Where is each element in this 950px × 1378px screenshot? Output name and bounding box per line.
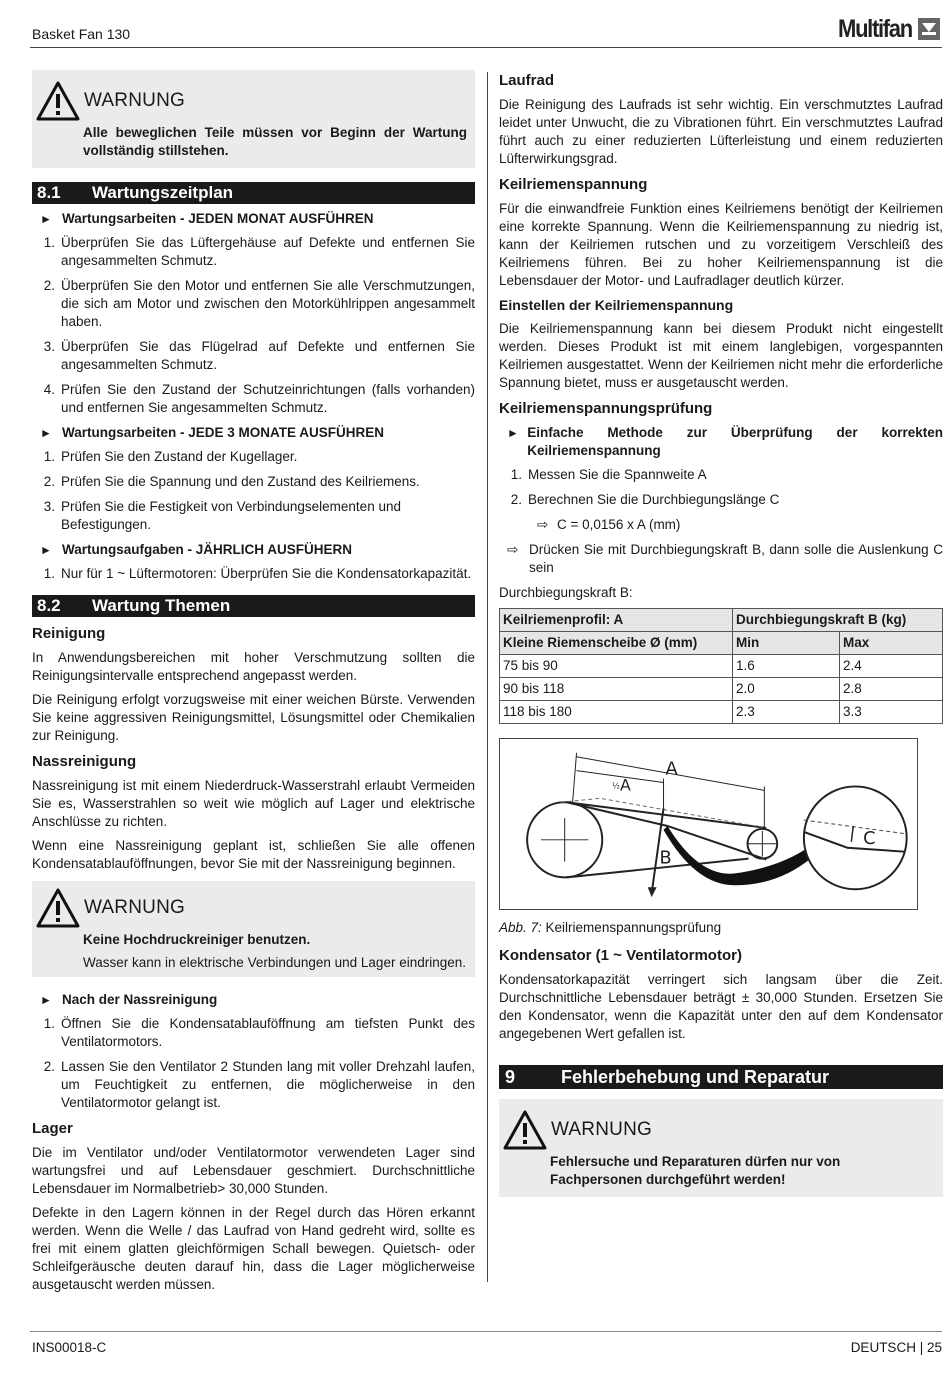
page-number: 25 (926, 1340, 942, 1355)
warning-box (499, 1099, 943, 1197)
table-header-cell: Durchbiegungskraft B (kg) (733, 609, 943, 632)
list-item: 2. Prüfen Sie die Spannung und den Zustand des Keilriemens. (43, 474, 420, 489)
warning-title: WARNUNG (84, 897, 185, 918)
paragraph: Die im Ventilator und/oder Ventilatormotor verwendeten Lager sind wartungsfrei und auf Lebensdauer geschmiert. Durchschnittliche Lebensdauer im Normalbetrieb> 30,000 Stunden. (32, 1145, 475, 1196)
warning-text: Wasser kann in elektrische Verbindungen und Lager eindringen. (83, 955, 466, 970)
step-list (499, 466, 943, 509)
brand-logo (828, 15, 940, 43)
arrow-right-icon: ► (40, 212, 52, 226)
table-label: Durchbiegungskraft B: (499, 585, 633, 600)
warning-title: WARNUNG (84, 90, 185, 111)
belt-tension-diagram (499, 738, 918, 910)
list-item: 3. Überprüfen Sie das Flügelrad auf Defekte und entfernen Sie angesammelten Schmutz. (43, 339, 475, 372)
table-header-cell: Keilriemenprofil: A (500, 609, 733, 632)
formula: ⇨ C = 0,0156 x A (mm) (537, 517, 681, 532)
hollow-arrow-icon: ⇨ (537, 517, 549, 532)
list-item: 3. Prüfen Sie die Festigkeit von Verbindungselementen und Befestigungen. (43, 499, 401, 532)
schedule-group-heading: ► Wartungsarbeiten - JEDEN MONAT AUSFÜHREN (40, 211, 374, 226)
table-row: 118 bis 180 2.3 3.3 (500, 701, 943, 724)
table-row: 90 bis 118 2.0 2.8 (500, 678, 943, 701)
belt-tension-table (499, 608, 943, 724)
warning-triangle-icon (32, 78, 84, 124)
paragraph: Wenn eine Nassreinigung geplant ist, schließen Sie alle offenen Kondensatablauföffnungen, bevor Sie mit der Nassreinigung beginnen. (32, 838, 475, 871)
paragraph: Die Keilriemenspannung kann bei diesem Produkt nicht eingestellt werden. Dieses Produkt ist mit einem langlebigen, vorgespannten Keilriemen ausgestattet. Wenn der Keilriemen nicht mehr die erforderliche Spannung bietet, muss er ausgetauscht werden. (499, 321, 943, 390)
list-item: 1. Öffnen Sie die Kondensatablauföffnung am tiefsten Punkt des Ventilatormotors. (43, 1016, 475, 1049)
document-title: Basket Fan 130 (32, 26, 131, 42)
warning-triangle-icon (32, 885, 84, 931)
list-item: 2. Überprüfen Sie den Motor und entfernen Sie alle Verschmutzungen, die sich am Motor und zwischen den Motorkühlrippen angesammelt haben. (43, 278, 475, 329)
belt-line (567, 802, 767, 828)
list-item: 2. Berechnen Sie die Durchbiegungslänge C (510, 492, 780, 507)
list-item: 1. Messen Sie die Spannweite A (510, 467, 707, 482)
section-title: Wartung Themen (92, 596, 231, 615)
paragraph: Kondensatorkapazität verringert sich langsam über die Zeit. Durchschnittliche Lebensdauer beträgt ± 30,000 Stunden. Ersetzen Sie den Kondensator, wenn die Kapazität unter den auf dem Kondensator angegebenen Wert gefallen ist. (499, 972, 943, 1041)
subsection-title: Nassreinigung (32, 753, 137, 770)
figure-title: Keilriemenspannungsprüfung (545, 920, 722, 935)
label-half-a: A (620, 775, 631, 795)
paragraph: Nassreinigung ist mit einem Niederdruck-Wasserstrahl erlaubt Vermeiden Sie es, Wasserstrahlen so weit wie möglich auf Lager und elektrische Anschlüsse zu richten. (32, 778, 475, 829)
paragraph: Für die einwandfreie Funktion eines Keilriemens benötigt der Keilriemen eine korrekte Spannung. Wenn die Keilriemenspannung zu niedrig ist, kann der Keilriemen rutschen und zu vorzeitigem Verschleiß des Keilriemens führen. Bei zu hoher Keilriemenspannung ist die Lebensdauer der Motor- und Laufradlager deutlich kürzer. (499, 201, 943, 288)
right-column (499, 72, 943, 1211)
hollow-arrow-icon: ⇨ (507, 542, 519, 557)
page-footer: DEUTSCH | 25 (850, 1340, 942, 1355)
footer-rule (30, 1331, 942, 1332)
paragraph: Die Reinigung erfolgt vorzugsweise mit einer weichen Bürste. Verwenden Sie keine aggressiven Reinigungsmittel, Lösungsmittel oder Chemikalien zur Reinigung. (32, 692, 475, 743)
list-item: 1. Nur für 1 ~ Lüftermotoren: Überprüfen Sie die Kondensatorkapazität. (43, 566, 472, 581)
section-heading (32, 182, 475, 204)
left-column (32, 70, 475, 1300)
step-list (32, 234, 475, 417)
column-divider (487, 72, 488, 1282)
list-item: 1. Prüfen Sie den Zustand der Kugellager. (43, 449, 298, 464)
subsection-title: Keilriemenspannungsprüfung (499, 400, 713, 417)
figure-number: Abb. 7: (499, 920, 542, 935)
section-number: 8.2 (37, 596, 61, 615)
arrow-right-icon: ► (40, 426, 52, 440)
procedure-heading: ► Nach der Nassreinigung (40, 992, 218, 1007)
logo-wordmark: Multifan (838, 15, 912, 43)
header-rule (30, 47, 942, 48)
subsection-title: Kondensator (1 ~ Ventilatormotor) (499, 947, 742, 964)
warning-box (32, 70, 475, 168)
arrow-right-icon: ► (40, 543, 52, 557)
paragraph: Die Reinigung des Laufrads ist sehr wichtig. Ein verschmutztes Laufrad leidet unter Unwucht, die zu Vibrationen führt. Ein verschmutztes Laufrad führt auch zu einer reduzierten Lüfterleistung und einem reduzierten Lüfterwirkungsgrad. (499, 97, 943, 166)
list-item: 4. Prüfen Sie den Zustand der Schutzeinrichtungen (falls vorhanden) und entfernen Sie angesammelten Schmutz. (43, 382, 475, 415)
step-list (32, 565, 475, 583)
instruction: ⇨ Drücken Sie mit Durchbiegungskraft B, dann solle die Auslenkung C sein (507, 542, 943, 575)
arrow-right-icon: ► (507, 426, 519, 440)
warning-text: Fehlersuche und Reparaturen dürfen nur von Fachpersonen durchgeführt werden! (550, 1154, 841, 1187)
table-row: 75 bis 90 1.6 2.4 (500, 655, 943, 678)
deflection-arc (664, 826, 812, 885)
subsection-title: Einstellen der Keilriemenspannung (499, 297, 734, 313)
section-number: 8.1 (37, 183, 61, 202)
paragraph: Defekte in den Lagern können in der Regel durch das Hören erkannt werden. Wenn die Welle / das Laufrad von Hand gedreht wird, sollte es frei mit einem glatten gleichförmigen Schall bewegen. Quietsch- oder Schleifgeräusche deuten darauf hin, dass die Lager möglicherweise ausgetauscht werden müssen. (32, 1205, 475, 1292)
section-title: Fehlerbehebung und Reparatur (561, 1067, 830, 1087)
section-number: 9 (505, 1067, 516, 1087)
label-c: C (863, 827, 876, 849)
label-a: A (665, 758, 678, 780)
warning-title: WARNUNG (551, 1119, 652, 1140)
table-header-cell: Min (733, 632, 840, 655)
warning-text: Keine Hochdruckreiniger benutzen. (83, 932, 311, 947)
subsection-title: Laufrad (499, 72, 555, 89)
section-heading (499, 1065, 943, 1089)
schedule-group-heading: ► Wartungsaufgaben - JÄHRLICH AUSFÜHERN (40, 542, 352, 557)
step-list (32, 1015, 475, 1112)
figure-caption (499, 919, 943, 937)
section-heading (32, 595, 475, 617)
document-id: INS00018-C (32, 1340, 107, 1355)
table-header-cell: Kleine Riemenscheibe Ø (mm) (500, 632, 733, 655)
warning-triangle-icon (499, 1107, 551, 1153)
step-list (32, 448, 475, 534)
schedule-group-heading: ► Wartungsarbeiten - JEDE 3 MONATE AUSFÜHREN (40, 425, 385, 440)
label-b: B (659, 847, 672, 869)
paragraph: In Anwendungsbereichen mit hoher Verschmutzung sollten die Reinigungsintervalle entsprechend angepasst werden. (32, 650, 475, 683)
warning-box (32, 881, 475, 977)
warning-text: Alle beweglichen Teile müssen vor Beginn der Wartung vollständig stillstehen. (83, 125, 467, 158)
table-header-cell: Max (840, 632, 943, 655)
subsection-title: Keilriemenspannung (499, 176, 648, 193)
arrow-right-icon: ► (40, 993, 52, 1007)
subsection-title: Reinigung (32, 625, 106, 642)
language-label: DEUTSCH (850, 1340, 916, 1355)
procedure-heading: ► Einfache Methode zur Überprüfung der korrekten Keilriemenspannung (507, 425, 943, 458)
logo-arrow-icon (918, 18, 940, 40)
section-title: Wartungszeitplan (92, 183, 234, 202)
list-item: 1. Überprüfen Sie das Lüftergehäuse auf Defekte und entfernen Sie angesammelten Schmutz. (43, 235, 475, 268)
svg-text:½: ½ (612, 781, 620, 791)
list-item: 2. Lassen Sie den Ventilator 2 Stunden lang mit voller Drehzahl laufen, um Feuchtigkeit zu entfernen, die möglicherweise in den Ventilatormotor gelangt ist. (43, 1059, 475, 1110)
subsection-title: Lager (32, 1120, 73, 1137)
